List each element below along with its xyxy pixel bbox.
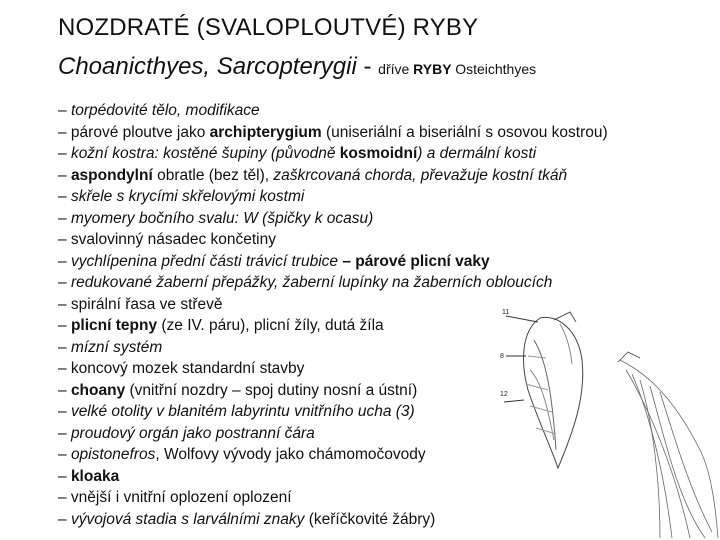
trait-line [58,165,708,187]
trait-text-segment: – [58,145,71,162]
trait-line [58,100,708,122]
trait-text-segment: – [58,510,71,528]
subtitle-osteichthyes: Osteichthyes [455,61,537,77]
trait-text-segment: – [58,188,71,205]
slide-title: NOZDRATÉ (SVALOPLOUTVÉ) RYBY [58,14,479,41]
trait-text-segment: skřele s krycími skřelovými kostmi [70,188,305,205]
trait-text-segment: velké otolity v blanitém labyrintu vnitřního ucha (3) [70,403,415,420]
trait-line [58,208,708,230]
trait-text-segment: choany [70,381,126,399]
trait-text-segment: (vnitřní nozdry – spoj dutiny nosní a ústní) [125,381,418,399]
trait-text-segment: kloaka [70,467,120,485]
trait-text-segment: torpédovité tělo, modifikace [70,102,260,119]
trait-text-segment: – [58,403,71,420]
trait-text-segment: myomery bočního svalu: W (špičky k ocasu) [70,209,374,227]
trait-text-segment: vychlípenina přední části trávicí trubice [70,252,339,270]
trait-line [58,272,708,294]
trait-text-segment: – [58,338,71,356]
trait-text-segment: – [58,102,71,119]
trait-text-segment: mízní systém [70,338,163,356]
figure-label-12: 12 [500,391,508,398]
trait-line [58,229,708,251]
scale-drawing [504,312,583,468]
trait-text-segment: (uniseriální a biseriální s osovou kostrou) [321,123,608,141]
trait-text-segment: zaškrcovaná chorda, převažuje kostní tkáň [273,166,568,184]
trait-text-segment: – párové ploutve jako [58,123,210,141]
trait-text-segment: – svalovinný násadec končetiny [58,231,276,248]
trait-text-segment: – koncový mozek standardní stavby [58,360,305,377]
fin-skeleton-illustration [500,300,720,540]
trait-text-segment: kosmoidní [339,145,418,162]
figure-label-11: 11 [502,309,510,316]
subtitle-dash: - [356,53,379,80]
trait-text-segment: proudový orgán jako postranní čára [70,424,315,442]
trait-text-segment: redukované žaberní přepážky, žaberní lupínky na žaberních obloucích [70,274,553,291]
trait-text-segment: – [58,446,71,463]
trait-text-segment: – [58,381,71,399]
trait-text-segment: aspondylní [70,166,153,184]
trait-text-segment: – spirální řasa ve střevě [58,295,223,313]
trait-text-segment: – [58,252,71,270]
trait-text-segment: plicní tepny [70,317,158,334]
subtitle-ryby: RYBY [413,61,456,77]
trait-line [58,143,708,165]
trait-text-segment: (keříčkovité žábry) [304,510,436,528]
trait-text-segment: , Wolfovy vývody jako chámomočovody [155,446,426,463]
figure-label-8: 8 [500,353,504,360]
trait-line [58,122,708,144]
trait-text-segment: – [58,166,71,184]
trait-text-segment: – [58,317,71,334]
trait-line [58,251,708,273]
trait-text-segment: kožní kostra: kostěné šupiny (původně [70,145,340,162]
trait-text-segment: obratle (bez těl), [152,166,274,184]
subtitle-latin-name: Choanicthyes, Sarcopterygii [58,53,357,80]
trait-text-segment: vývojová stadia s larválními znaky [70,510,305,528]
trait-text-segment: – [58,424,71,442]
subtitle-formerly: dříve [378,61,414,77]
trait-text-segment: archipterygium [209,123,322,141]
fin-drawing [618,352,718,538]
trait-text-segment: – [58,209,71,227]
trait-text-segment: opistonefros [70,446,156,463]
trait-text-segment: (ze IV. páru), plicní žíly, dutá žíla [157,317,384,334]
trait-text-segment: – [58,467,71,485]
trait-text-segment: – párové plicní vaky [338,252,490,270]
trait-text-segment: – vnější i vnitřní oplození oplození [58,489,292,506]
trait-text-segment: ) a dermální kosti [417,145,537,162]
figure-labels [500,309,509,398]
trait-text-segment: – [58,274,71,291]
trait-line [58,186,708,208]
slide-subtitle [58,53,536,81]
